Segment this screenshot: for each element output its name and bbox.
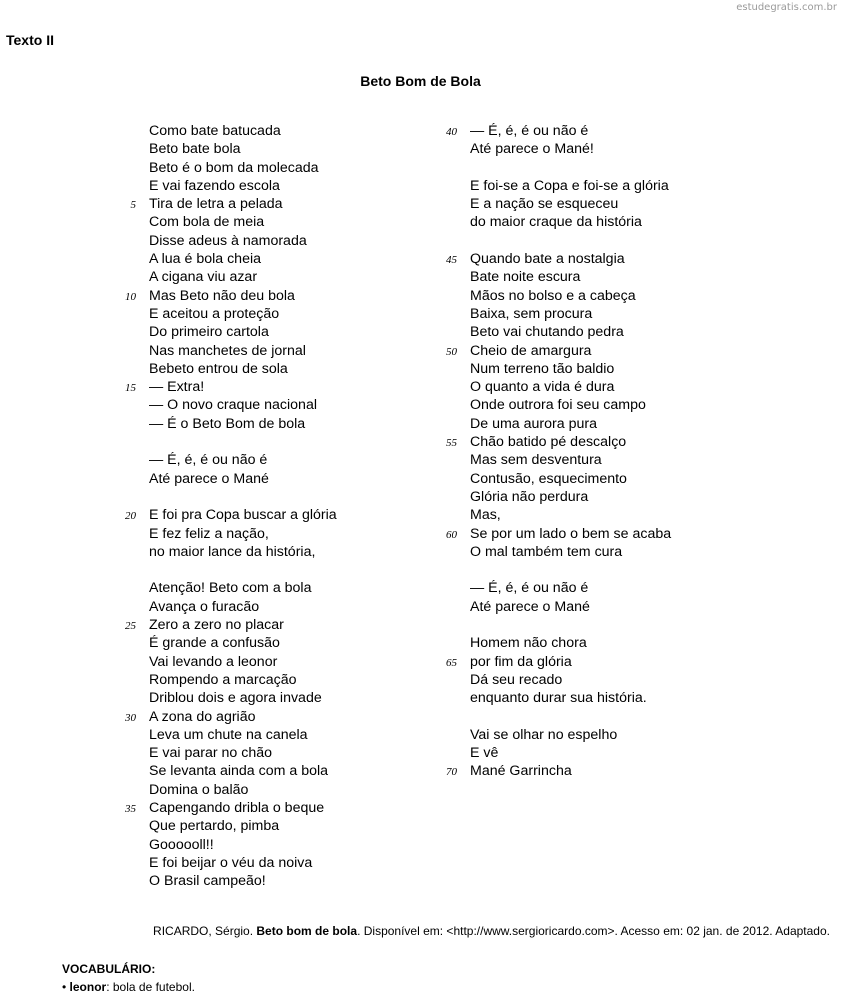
poem-line [470, 488, 671, 506]
poem-line [470, 177, 671, 195]
line-number: 45 [446, 254, 457, 267]
poem-line-text: Beto é o bom da molecada [149, 159, 319, 176]
vocabulary-bullet: • [62, 980, 70, 994]
line-number: 50 [446, 345, 457, 358]
poem-line-text: E fez feliz a nação, [149, 525, 269, 542]
source-citation [153, 924, 830, 938]
poem-line [446, 433, 671, 451]
poem-line [149, 342, 337, 360]
poem-line-text: Que pertardo, pimba [149, 818, 280, 835]
poem-line [149, 561, 337, 579]
poem-line-text: Disse adeus à namorada [149, 232, 307, 249]
poem-line-text: Driblou dois e agora invade [149, 690, 322, 707]
poem-line-text: Mané Garrincha [470, 763, 572, 780]
poem-line-text: E foi-se a Copa e foi-se a glória [470, 177, 669, 194]
poem-line-text: Capengando dribla o beque [149, 799, 325, 816]
poem-line-text: Do primeiro cartola [149, 324, 269, 341]
poem-line-text: O Brasil campeão! [149, 873, 266, 890]
poem-line-text: A cigana viu azar [149, 269, 258, 286]
line-number: 40 [446, 126, 457, 138]
poem-left-column [125, 122, 337, 890]
line-number: 10 [125, 290, 136, 303]
line-number: 55 [446, 437, 457, 450]
poem-line-text: Leva um chute na canela [149, 726, 308, 743]
poem-line [149, 159, 337, 177]
line-number: 35 [125, 802, 136, 815]
poem-line-text: Avança o furacão [149, 598, 260, 615]
poem-line-text: Bebeto entrou de sola [149, 360, 288, 377]
poem-line [149, 360, 337, 378]
poem-line-text: Mãos no bolso e a cabeça [470, 287, 636, 304]
line-number: 60 [446, 528, 457, 541]
poem-line [149, 689, 337, 707]
poem-line [470, 396, 671, 414]
poem-line-text: Tira de letra a pelada [149, 196, 283, 213]
poem-line [149, 543, 337, 561]
poem-line [149, 744, 337, 762]
poem-line [470, 634, 671, 652]
poem-line-text: De uma aurora pura [470, 415, 597, 432]
poem-line [125, 616, 337, 634]
poem-line-text: enquanto durar sua história. [470, 690, 647, 707]
poem-line [446, 250, 671, 268]
poem-line-text: — É, é, é ou não é [470, 580, 589, 597]
line-number: 20 [125, 510, 136, 523]
poem-line [470, 323, 671, 341]
line-number: 30 [125, 711, 136, 724]
poem-line-text: Vai levando a leonor [149, 653, 278, 670]
poem-right-column [446, 122, 672, 781]
poem-line-text: Homem não chora [470, 635, 587, 652]
poem-line [446, 653, 671, 671]
poem-line [470, 598, 671, 616]
poem-line-text: do maior craque da história [470, 214, 642, 231]
poem-line-text: Num terreno tão baldio [470, 360, 615, 377]
poem-line-text: Rompendo a marcação [149, 671, 297, 688]
line-number: 65 [446, 656, 457, 669]
poem-line [149, 836, 337, 854]
poem-line-text: Nas manchetes de jornal [149, 342, 306, 359]
poem-line [470, 378, 671, 396]
poem-line-text: Mas Beto não deu bola [149, 287, 295, 304]
poem-line [470, 195, 671, 213]
poem-line-text: por fim da glória [470, 653, 572, 670]
poem-line-text: E a nação se esqueceu [470, 196, 619, 213]
poem-line [125, 287, 337, 305]
poem-line [470, 579, 671, 597]
poem-line [149, 177, 337, 195]
poem-line-text: Beto vai chutando pedra [470, 324, 624, 341]
poem-line-text: Como bate batucada [149, 123, 281, 139]
poem-line [149, 854, 337, 872]
poem-line [149, 268, 337, 286]
poem-line [125, 708, 337, 726]
poem-line [125, 506, 337, 524]
vocabulary-heading: VOCABULÁRIO: [62, 962, 156, 976]
poem-line [470, 140, 671, 158]
poem-line-text: E vai fazendo escola [149, 177, 280, 194]
poem-line [470, 616, 671, 634]
poem-line-text: — É, é, é ou não é [470, 123, 589, 139]
line-number: 15 [125, 382, 136, 395]
poem-title: Beto Bom de Bola [360, 73, 481, 89]
poem-line [149, 140, 337, 158]
poem-line [470, 543, 671, 561]
poem-line [149, 872, 337, 890]
line-number: 70 [446, 766, 457, 779]
poem-line-text: Zero a zero no placar [149, 617, 284, 634]
poem-line [149, 433, 337, 451]
poem-line [149, 396, 337, 414]
poem-line-text: E vai parar no chão [149, 745, 273, 762]
poem-line-text: O quanto a vida é dura [470, 379, 615, 396]
poem-line-text: Mas sem desventura [470, 452, 602, 469]
poem-line [149, 671, 337, 689]
poem-line-text: Goooooll!! [149, 836, 214, 853]
poem-line [470, 451, 671, 469]
poem-line-text: Dá seu recado [470, 671, 563, 688]
poem-line [470, 708, 671, 726]
poem-line-text: — É o Beto Bom de bola [149, 415, 306, 432]
poem-line-text: E foi pra Copa buscar a glória [149, 507, 337, 524]
poem-line [149, 415, 337, 433]
source-title: Beto bom de bola [256, 924, 358, 938]
poem-line [470, 159, 671, 177]
poem-line-text: E aceitou a proteção [149, 305, 280, 322]
poem-line [470, 726, 671, 744]
poem-line [149, 598, 337, 616]
poem-line [470, 232, 671, 250]
poem-line [149, 451, 337, 469]
poem-line [149, 305, 337, 323]
poem-line-text: Domina o balão [149, 781, 249, 798]
poem-line [149, 525, 337, 543]
poem-line [149, 653, 337, 671]
poem-line [149, 817, 337, 835]
poem-line [446, 762, 671, 780]
poem-line [470, 744, 671, 762]
poem-line-text: E vê [470, 745, 499, 762]
line-number: 25 [125, 620, 136, 633]
poem-line-text: E foi beijar o véu da noiva [149, 854, 313, 871]
poem-line-text: Cheio de amargura [470, 342, 592, 359]
poem-line [470, 287, 671, 305]
poem-line-text: Bate noite escura [470, 269, 581, 286]
poem-line-text: Se por um lado o bem se acaba [470, 525, 672, 542]
poem-line-text: Até parece o Mané! [470, 141, 594, 158]
poem-line-text: Beto bate bola [149, 141, 241, 158]
poem-line-text: — É, é, é ou não é [149, 452, 268, 469]
poem-line [149, 579, 337, 597]
poem-line [470, 671, 671, 689]
source-suffix: . Disponível em: <http://www.sergioricardo.com>. Acesso em: 02 jan. de 2012. Adaptado. [357, 924, 830, 938]
poem-line [470, 268, 671, 286]
watermark: estudegratis.com.br [736, 2, 837, 13]
poem-line [446, 342, 671, 360]
poem-line-text: Vai se olhar no espelho [470, 726, 618, 743]
poem-line-text: Glória não perdura [470, 488, 589, 505]
poem-line-text: É grande a confusão [149, 635, 280, 652]
poem-line [470, 561, 671, 579]
poem-line [149, 762, 337, 780]
poem-line [470, 689, 671, 707]
poem-line-text: Mas, [470, 507, 501, 524]
poem-line [470, 415, 671, 433]
poem-line [130, 195, 337, 213]
poem-line-text: Atenção! Beto com a bola [149, 580, 312, 597]
poem-line [149, 323, 337, 341]
poem-line [446, 525, 672, 543]
poem-line-text: Até parece o Mané [149, 470, 269, 487]
poem-line-text: A lua é bola cheia [149, 251, 262, 268]
vocabulary-term: leonor [69, 980, 107, 994]
poem-line [149, 232, 337, 250]
poem-line [149, 213, 337, 231]
poem-line-text: Quando bate a nostalgia [470, 251, 625, 268]
vocabulary-definition: : bola de futebol. [106, 980, 195, 994]
poem-line [149, 250, 337, 268]
poem-line-text: Até parece o Mané [470, 598, 590, 615]
poem-line [149, 726, 337, 744]
poem-line [149, 634, 337, 652]
poem-line-text: — O novo craque nacional [149, 397, 317, 414]
poem-line-text: — Extra! [149, 379, 205, 396]
poem-line [470, 470, 671, 488]
section-label: Texto II [6, 32, 54, 48]
poem-line-text: Se levanta ainda com a bola [149, 763, 329, 780]
poem-line-text: Onde outrora foi seu campo [470, 397, 646, 414]
source-prefix: RICARDO, Sérgio. [153, 924, 257, 938]
poem-line [125, 799, 337, 817]
poem-line-text: Com bola de meia [149, 214, 265, 231]
vocabulary-item [62, 980, 195, 994]
poem-line [470, 305, 671, 323]
poem-line-text: Baixa, sem procura [470, 305, 593, 322]
poem-line [470, 506, 671, 524]
poem-line-text: no maior lance da história, [149, 543, 316, 560]
poem-line [149, 122, 337, 140]
poem-line [125, 378, 337, 396]
line-number: 5 [130, 199, 136, 212]
poem-line [149, 470, 337, 488]
poem-line-text: A zona do agrião [149, 708, 256, 725]
poem-line [446, 122, 671, 140]
poem-line [149, 781, 337, 799]
poem-line-text: Contusão, esquecimento [470, 470, 627, 487]
poem-line-text: O mal também tem cura [470, 543, 623, 560]
poem-line-text: Chão batido pé descalço [470, 434, 627, 451]
poem-line [470, 360, 671, 378]
poem-line [470, 213, 671, 231]
poem-line [149, 488, 337, 506]
